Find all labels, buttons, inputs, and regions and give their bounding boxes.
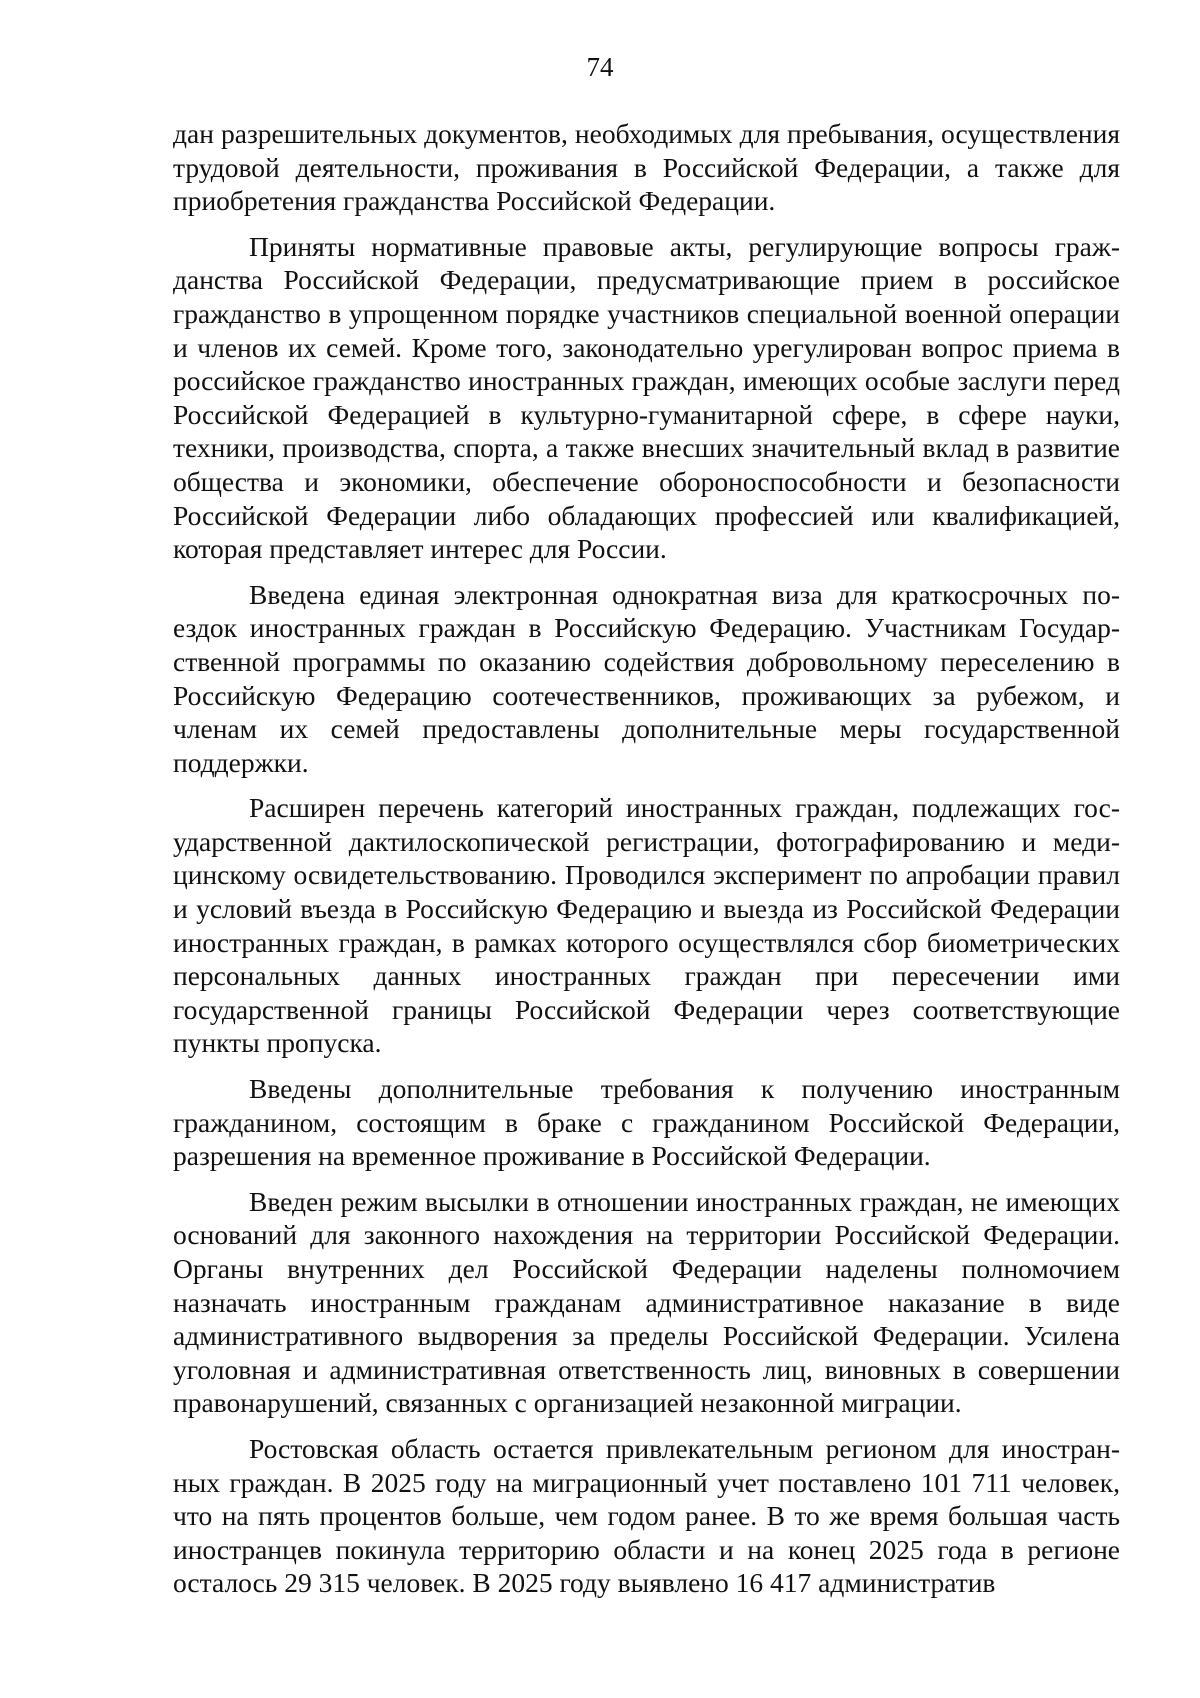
paragraph-deportation-regime: Введен режим высылки в отношении иностранных граждан, не имеющих оснований для законного нахождения на территории Российской Федерации. Органы внутренних дел Российской Федерации наделены полномочием назначать иностранным гражданам административное наказание в виде административного выдворения за пределы Российской Федерации. Усилена уголовная и административная ответственность лиц, виновных в совершении правонарушений, связанных с организацией незаконной миграции. <box>173 1185 1120 1419</box>
paragraph-residence-requirements: Введены дополнительные требования к получению иностранным гражданином, состоящим в браке с гражданином Российской Федерации, разрешения на временное проживание в Российской Федерации. <box>173 1073 1120 1172</box>
document-body <box>173 117 1120 1612</box>
paragraph-citizenship-acts: Приняты нормативные правовые акты, регулирующие вопросы гражданства Российской Федерации, предусматривающие прием в российское гражданство в упрощенном порядке участников специальной военной операции и членов их семей. Кроме того, законодательно урегулирован вопрос приема в российское гражданство иностранных граждан, имеющих особые заслуги перед Российской Федерацией в культурно-гуманитарной сфере, в сфере науки, техники, производства, спорта, а также внесших значительный вклад в развитие общества и экономики, обеспечение обороноспособности и безопасности Российской Федерации либо обладающих профессией или квалификацией, которая представляет интерес для России. <box>173 230 1120 565</box>
paragraph-rostov-migration: Ростовская область остается привлекательным регионом для иностранных граждан. В 2025 году на миграционный учет поставлено 101 711 человек, что на пять процентов больше, чем годом ранее. В то же время большая часть иностранцев покинула территорию области и на конец 2025 года в регионе осталось 29 315 человек. В 2025 году выявлено 16 417 административ <box>173 1432 1120 1599</box>
paragraph-registration-categories: Расширен перечень категорий иностранных граждан, подлежащих государственной дактилоскопической регистрации, фотографированию и медицинскому освидетельствованию. Проводился эксперимент по апробации правил и условий въезда в Российскую Федерацию и выезда из Российской Федерации иностранных граждан, в рамках которого осуществлялся сбор биометрических персональных данных иностранных граждан при пересечении ими государственной границы Российской Федерации через соответствующие пункты пропуска. <box>173 792 1120 1059</box>
paragraph-continued: дан разрешительных документов, необходимых для пребывания, осуществления трудовой деятельности, проживания в Российской Федерации, а также для приобретения гражданства Российской Федерации. <box>173 118 1120 217</box>
paragraph-electronic-visa: Введена единая электронная однократная виза для краткосрочных поездок иностранных граждан в Российскую Федерацию. Участникам Государственной программы по оказанию содействия добровольному переселению в Российскую Федерацию соотечественников, проживающих за рубежом, и членам их семей предоставлены дополнительные меры государственной поддержки. <box>173 578 1120 778</box>
page-number: 74 <box>586 52 614 82</box>
